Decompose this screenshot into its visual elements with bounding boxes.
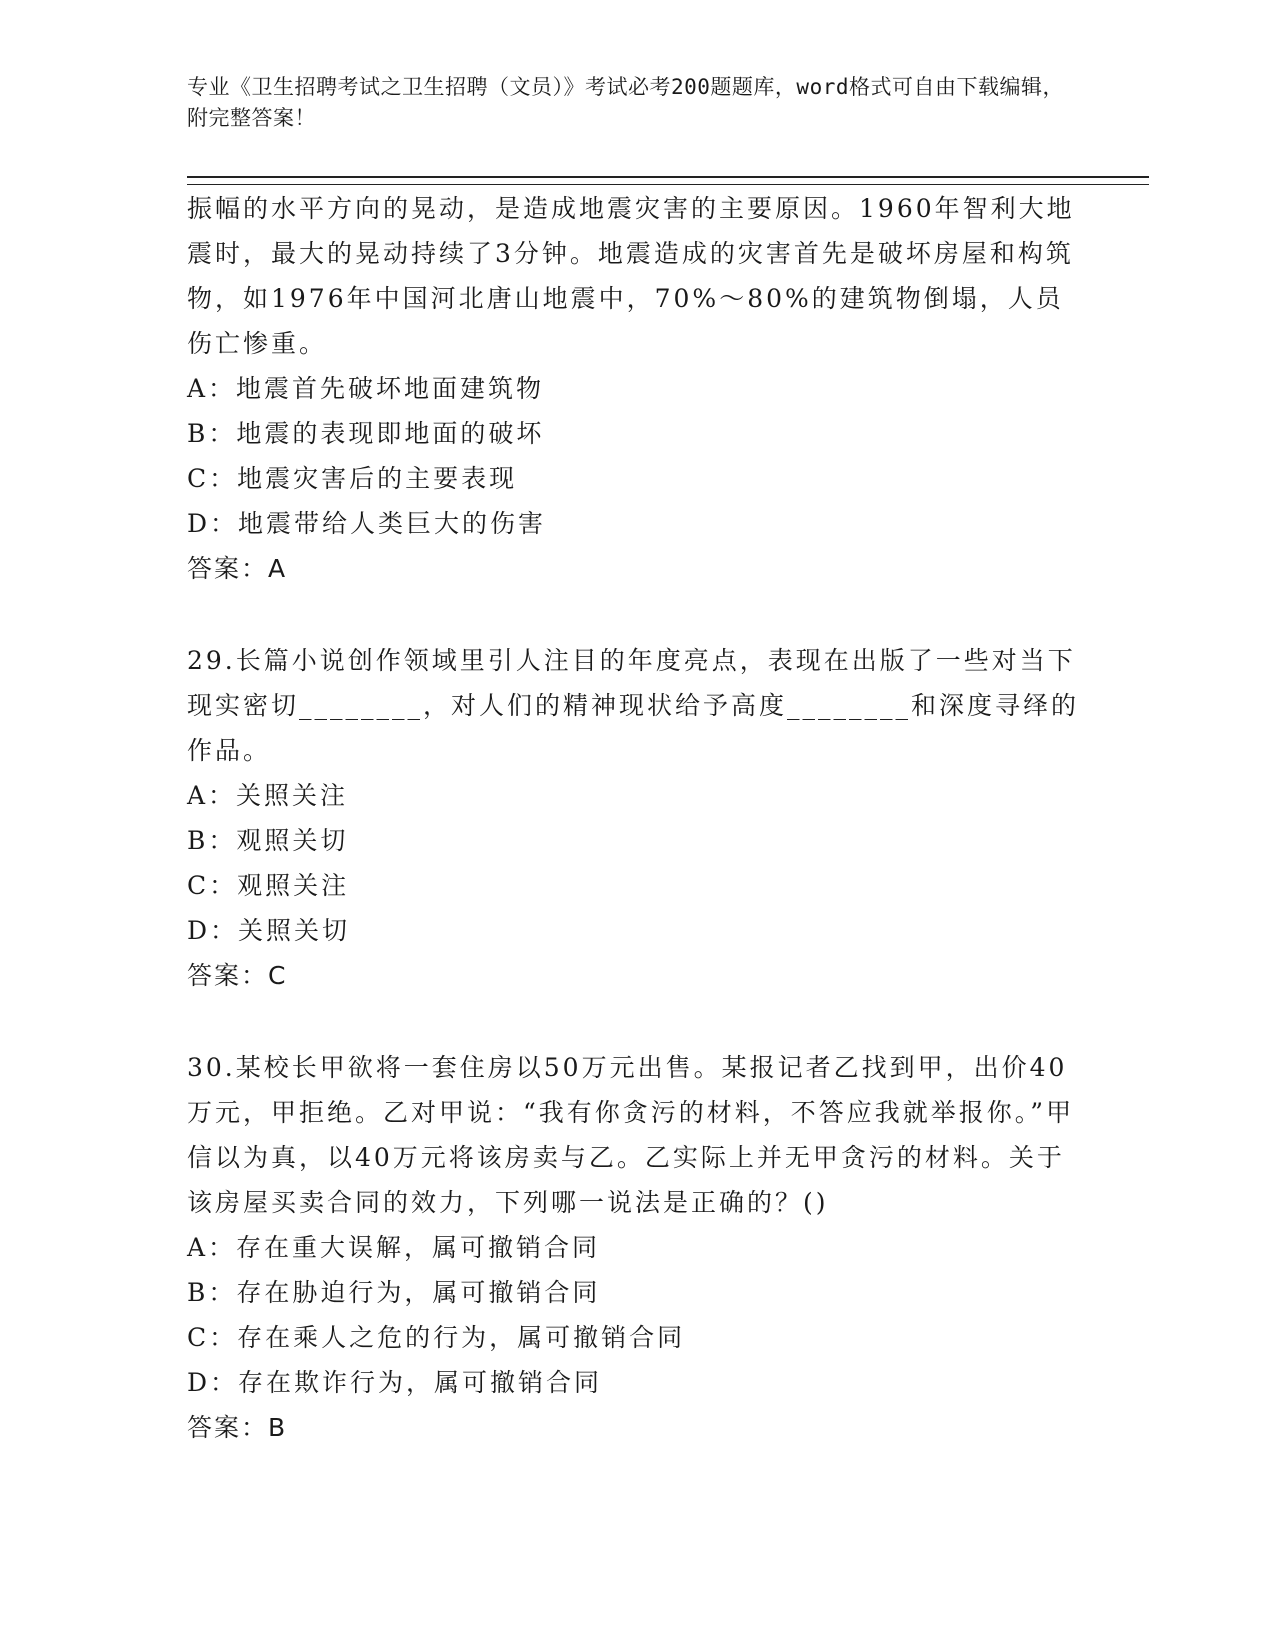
option-c: C：观照关注: [187, 871, 350, 900]
question-stem: 30.某校长甲欲将一套住房以50万元出售。某报记者乙找到甲，出价40万元，甲拒绝。乙对甲说：“我有你贪污的材料，不答应我就举报你。”甲信以为真，以40万元将该房卖与乙。乙实际上并无甲贪污的材料。关于该房屋买卖合同的效力，下列哪一说法是正确的？(): [187, 1053, 1075, 1217]
answer-line: 答案：A: [187, 554, 288, 583]
question-stem: 29.长篇小说创作领域里引人注目的年度亮点，表现在出版了一些对当下现实密切________，对人们的精神现状给予高度________和深度寻绎的作品。: [187, 646, 1080, 765]
page-header: 专业《卫生招聘考试之卫生招聘（文员）》考试必考200题题库，word格式可自由下载编辑，附完整答案！: [187, 75, 1064, 130]
question-29: [187, 638, 1087, 998]
option-a: A：关照关注: [187, 781, 349, 810]
option-c: C：存在乘人之危的行为，属可撤销合同: [187, 1323, 686, 1352]
option-b: B：存在胁迫行为，属可撤销合同: [187, 1278, 601, 1307]
question-30: [187, 1045, 1087, 1450]
option-a: A：存在重大误解，属可撤销合同: [187, 1233, 601, 1262]
option-d: D：地震带给人类巨大的伤害: [187, 509, 547, 538]
question-continuation: [187, 186, 1087, 591]
option-d: D：关照关切: [187, 916, 351, 945]
answer-line: 答案：B: [187, 1413, 288, 1442]
document-body: [187, 186, 1087, 1450]
option-c: C：地震灾害后的主要表现: [187, 464, 518, 493]
question-stem: 振幅的水平方向的晃动，是造成地震灾害的主要原因。1960年智利大地震时，最大的晃动持续了3分钟。地震造成的灾害首先是破坏房屋和构筑物，如1976年中国河北唐山地震中，70%～80%的建筑物倒塌，人员伤亡惨重。: [187, 194, 1075, 358]
header-divider: [187, 176, 1149, 185]
answer-line: 答案：C: [187, 961, 288, 990]
option-a: A：地震首先破坏地面建筑物: [187, 374, 545, 403]
option-b: B：地震的表现即地面的破坏: [187, 419, 545, 448]
option-d: D：存在欺诈行为，属可撤销合同: [187, 1368, 603, 1397]
option-b: B：观照关切: [187, 826, 349, 855]
